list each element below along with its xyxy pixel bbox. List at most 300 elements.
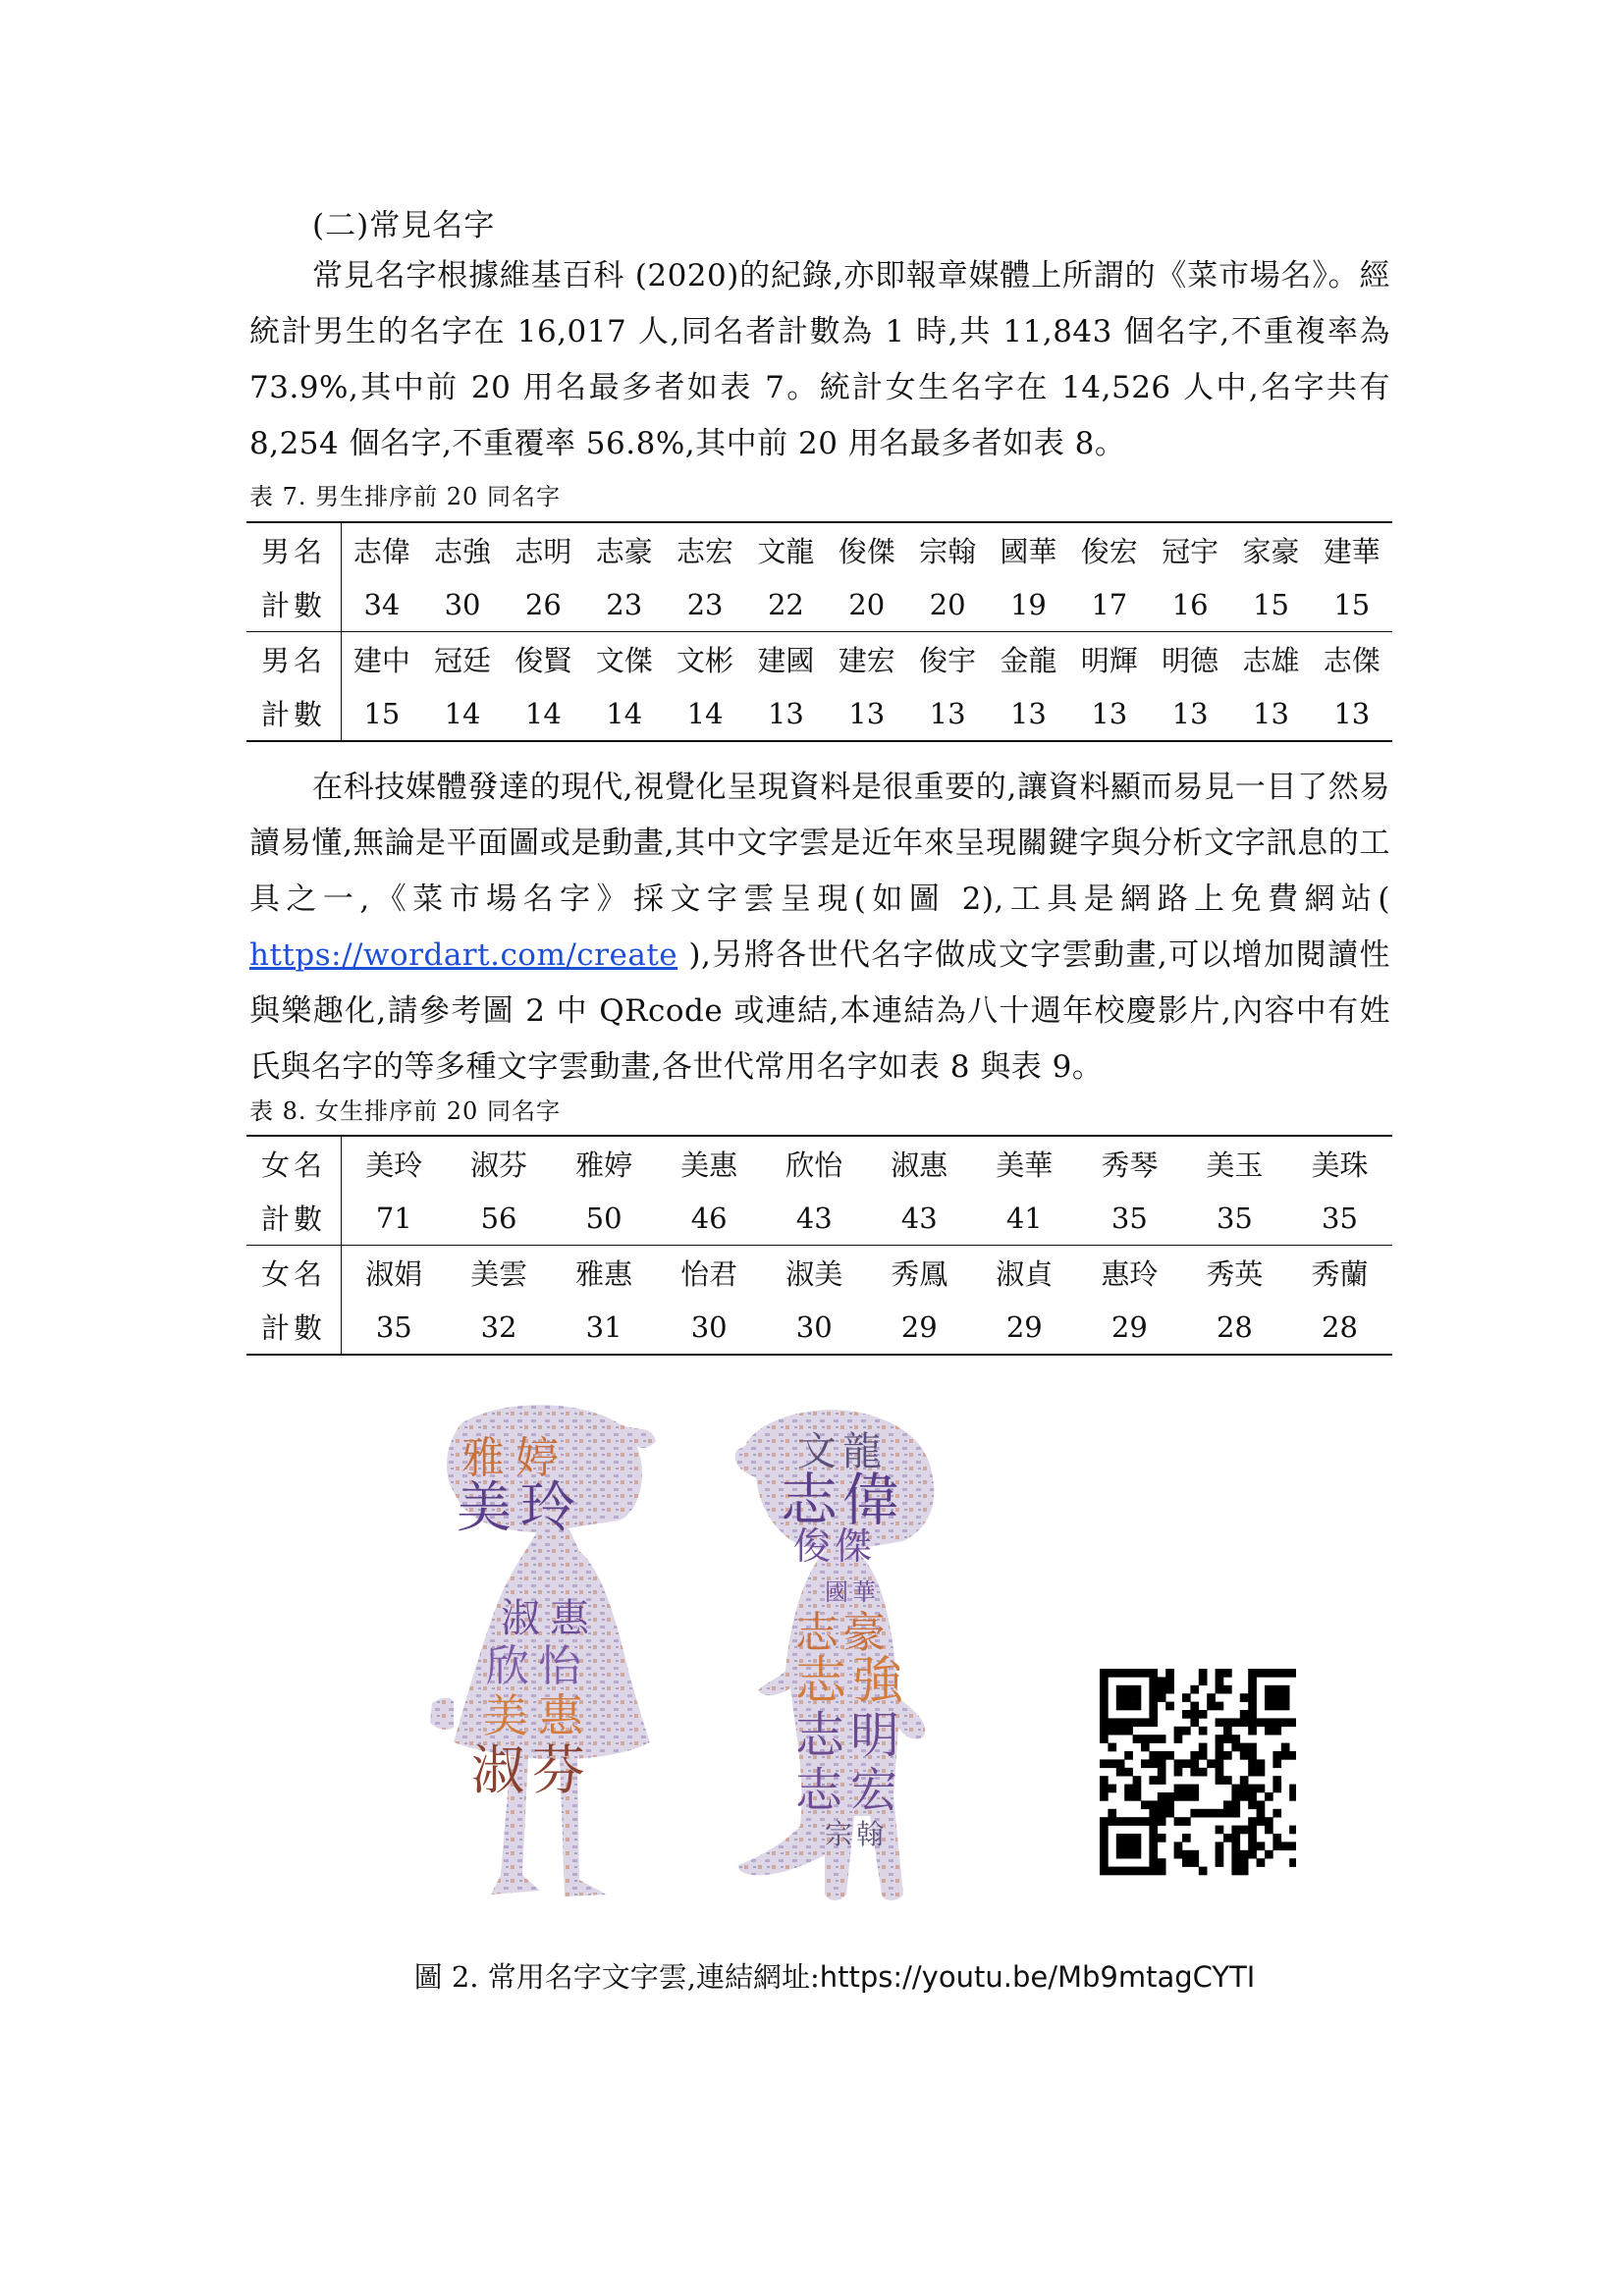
table7-count-cell: 13 xyxy=(1171,696,1209,730)
qr-module xyxy=(1133,1850,1142,1859)
qr-module xyxy=(1158,1685,1166,1694)
table8-count-cell: 28 xyxy=(1322,1309,1358,1344)
qr-module xyxy=(1108,1809,1116,1818)
qr-module xyxy=(1231,1809,1240,1818)
qr-module xyxy=(1116,1685,1125,1694)
table8-row1-names xyxy=(246,1136,1392,1191)
table7-caption: 表 7. 男生排序前 20 同名字 xyxy=(249,483,561,510)
girl-cloud-word: 芬 xyxy=(532,1739,585,1801)
table7-name-cell: 俊賢 xyxy=(503,632,583,687)
qr-module xyxy=(1116,1702,1125,1711)
qr-module xyxy=(1149,1751,1158,1760)
qr-module xyxy=(1216,1776,1224,1785)
table7-name-cell: 建宏 xyxy=(827,632,907,687)
table7-count-cell: 22 xyxy=(767,587,804,621)
qr-module xyxy=(1289,1751,1296,1760)
table7-name-cell: 志宏 xyxy=(677,535,734,568)
girl-cloud-word: 美 xyxy=(483,1689,528,1742)
qr-module xyxy=(1133,1718,1142,1727)
table8-name-cell: 美珠 xyxy=(1311,1148,1369,1182)
qr-module xyxy=(1272,1776,1281,1785)
boy-cloud-word: 華 xyxy=(852,1578,876,1606)
qr-module xyxy=(1281,1702,1290,1711)
qr-module xyxy=(1149,1858,1158,1867)
qr-module xyxy=(1248,1727,1257,1735)
qr-module xyxy=(1182,1693,1191,1702)
qr-module xyxy=(1116,1834,1125,1842)
qr-module xyxy=(1100,1785,1109,1793)
qr-module xyxy=(1165,1751,1174,1760)
qr-module xyxy=(1174,1768,1183,1777)
qr-module xyxy=(1248,1792,1257,1801)
qr-module xyxy=(1216,1735,1224,1743)
qr-module xyxy=(1216,1718,1224,1727)
qr-module xyxy=(1100,1858,1109,1867)
boy-cloud-word: 志 xyxy=(795,1763,843,1818)
qr-module xyxy=(1190,1850,1199,1859)
table7-row2-counts xyxy=(246,686,1392,741)
qr-module xyxy=(1133,1785,1142,1793)
qr-module xyxy=(1182,1792,1191,1801)
qr-module xyxy=(1100,1693,1109,1702)
qr-module xyxy=(1265,1693,1273,1702)
figure2-caption-url[interactable]: https://youtu.be/Mb9mtagCYTI xyxy=(819,1960,1256,1994)
qr-module xyxy=(1158,1677,1166,1685)
qr-module xyxy=(1199,1768,1208,1777)
table8-name-cell: 怡君 xyxy=(657,1246,762,1301)
table7-name-cell: 冠廷 xyxy=(422,632,503,687)
qr-module xyxy=(1124,1693,1133,1702)
table8-name-cell: 美雲 xyxy=(447,1246,552,1301)
qr-module xyxy=(1248,1759,1257,1768)
qr-module xyxy=(1141,1817,1150,1826)
qr-module xyxy=(1182,1850,1191,1859)
qr-module xyxy=(1231,1792,1240,1801)
qr-module xyxy=(1216,1743,1224,1752)
qr-module xyxy=(1133,1702,1142,1711)
table8-name-cell: 雅婷 xyxy=(575,1148,633,1182)
qr-module xyxy=(1182,1785,1191,1793)
qr-module xyxy=(1100,1727,1109,1735)
table7-name-cell: 志強 xyxy=(434,535,492,568)
qr-module xyxy=(1133,1842,1142,1850)
qr-module xyxy=(1223,1669,1232,1678)
figure2-caption xyxy=(393,1955,1276,1996)
qr-module xyxy=(1257,1800,1266,1809)
qr-module xyxy=(1248,1718,1257,1727)
table7-count-cell: 15 xyxy=(1253,587,1289,621)
table7-name-cell: 明輝 xyxy=(1069,632,1150,687)
qr-module xyxy=(1281,1693,1290,1702)
qr-module xyxy=(1231,1800,1240,1809)
table7-count-cell: 13 xyxy=(1091,696,1128,730)
qr-module xyxy=(1141,1669,1150,1678)
qr-module xyxy=(1216,1768,1224,1777)
paragraph-visualization xyxy=(249,760,1390,1095)
qr-module xyxy=(1108,1718,1116,1727)
qr-module xyxy=(1108,1785,1116,1793)
qr-module xyxy=(1190,1809,1199,1818)
table8-name-cell: 淑芬 xyxy=(470,1148,528,1182)
qr-module xyxy=(1240,1710,1249,1719)
qr-module xyxy=(1124,1817,1133,1826)
qr-module xyxy=(1124,1718,1133,1727)
table7-count-cell: 14 xyxy=(606,696,643,730)
wordart-link[interactable]: https://wordart.com/create xyxy=(249,937,678,973)
qr-module xyxy=(1248,1800,1257,1809)
qr-module xyxy=(1100,1677,1109,1685)
qr-module xyxy=(1272,1727,1281,1735)
qr-module xyxy=(1149,1834,1158,1842)
qr-module xyxy=(1240,1785,1249,1793)
qr-module xyxy=(1149,1850,1158,1859)
table7-name-cell: 志明 xyxy=(514,535,572,568)
qr-module xyxy=(1231,1826,1240,1835)
table7-count-cell: 13 xyxy=(1253,696,1289,730)
qr-module xyxy=(1100,1817,1109,1826)
qr-module xyxy=(1108,1743,1116,1752)
qr-module xyxy=(1289,1718,1296,1727)
qr-module xyxy=(1257,1809,1266,1818)
table8-count-cell: 41 xyxy=(1005,1201,1043,1235)
table8-count-cell: 35 xyxy=(1110,1201,1148,1235)
qr-module xyxy=(1108,1669,1116,1678)
qr-module xyxy=(1265,1727,1273,1735)
qr-module xyxy=(1141,1759,1150,1768)
qr-module xyxy=(1100,1759,1109,1768)
qr-module xyxy=(1133,1735,1142,1743)
qr-module xyxy=(1272,1751,1281,1760)
table7-count-cell: 15 xyxy=(1333,587,1371,621)
qr-module xyxy=(1100,1710,1109,1719)
qr-module xyxy=(1124,1669,1133,1678)
qr-module xyxy=(1100,1718,1109,1727)
qr-module xyxy=(1108,1867,1116,1876)
qr-module xyxy=(1257,1759,1266,1768)
qr-module xyxy=(1190,1718,1199,1727)
table7-name-cell: 冠宇 xyxy=(1162,535,1219,568)
qr-module xyxy=(1158,1858,1166,1867)
qr-module xyxy=(1223,1685,1232,1694)
table7-name-cell: 明德 xyxy=(1150,632,1230,687)
qr-module xyxy=(1174,1727,1183,1735)
table8-name-label: 女名 xyxy=(246,1136,342,1191)
qr-module xyxy=(1257,1718,1266,1727)
qr-module xyxy=(1231,1834,1240,1842)
qr-module xyxy=(1223,1776,1232,1785)
table7-count-cell: 13 xyxy=(1009,696,1047,730)
table7-name-cell: 建中 xyxy=(342,632,422,687)
qr-module xyxy=(1216,1858,1224,1867)
word-cloud-figure xyxy=(393,1404,1296,1934)
table7-row1-names xyxy=(246,522,1392,577)
qr-module xyxy=(1281,1842,1290,1850)
qr-module xyxy=(1149,1809,1158,1818)
table8-count-cell: 71 xyxy=(375,1201,412,1235)
qr-module xyxy=(1165,1702,1174,1711)
table7-name-cell: 文傑 xyxy=(584,632,665,687)
table8-row1-counts xyxy=(246,1191,1392,1246)
qr-module xyxy=(1124,1685,1133,1694)
table8-count-cell: 35 xyxy=(1322,1201,1358,1235)
qr-module xyxy=(1248,1817,1257,1826)
qr-module xyxy=(1248,1834,1257,1842)
table7-count-cell: 20 xyxy=(848,587,886,621)
qr-module xyxy=(1141,1735,1150,1743)
qr-module xyxy=(1289,1785,1296,1793)
qr-module xyxy=(1216,1677,1224,1685)
qr-module xyxy=(1124,1768,1133,1777)
qr-module xyxy=(1289,1669,1296,1678)
qr-module xyxy=(1124,1842,1133,1850)
qr-module xyxy=(1216,1809,1224,1818)
qr-module xyxy=(1281,1743,1290,1752)
qr-module xyxy=(1223,1718,1232,1727)
qr-module xyxy=(1199,1727,1208,1735)
table7-name-cell: 宗翰 xyxy=(919,535,977,568)
qr-module xyxy=(1158,1693,1166,1702)
qr-module xyxy=(1199,1669,1208,1678)
qr-module xyxy=(1240,1693,1249,1702)
table8-name-cell: 美惠 xyxy=(680,1148,738,1182)
qr-module xyxy=(1116,1842,1125,1850)
table8-row2-counts xyxy=(246,1300,1392,1355)
table8-count-cell: 43 xyxy=(900,1201,938,1235)
qr-module xyxy=(1182,1858,1191,1867)
qr-module xyxy=(1158,1817,1166,1826)
qr-module xyxy=(1272,1809,1281,1818)
qr-module xyxy=(1124,1867,1133,1876)
qr-module xyxy=(1165,1800,1174,1809)
boy-silhouette xyxy=(735,1410,935,1900)
girl-cloud-word: 淑 xyxy=(471,1739,524,1801)
qr-module xyxy=(1174,1850,1183,1859)
qr-module xyxy=(1124,1751,1133,1760)
qr-module xyxy=(1248,1685,1257,1694)
qr-module xyxy=(1149,1759,1158,1768)
qr-module xyxy=(1199,1710,1208,1719)
girl-cloud-word: 惠 xyxy=(550,1596,589,1641)
qr-module xyxy=(1199,1677,1208,1685)
qr-module xyxy=(1133,1867,1142,1876)
qr-module xyxy=(1149,1800,1158,1809)
qr-module xyxy=(1272,1669,1281,1678)
qr-module xyxy=(1158,1759,1166,1768)
qr-module xyxy=(1272,1785,1281,1793)
qr-module xyxy=(1133,1834,1142,1842)
qr-module xyxy=(1240,1858,1249,1867)
qr-module xyxy=(1240,1792,1249,1801)
table7-count-cell: 34 xyxy=(363,587,401,621)
table7-count-cell: 20 xyxy=(929,587,966,621)
table8-name-cell: 惠玲 xyxy=(1077,1246,1182,1301)
table8-name-cell: 美玉 xyxy=(1206,1148,1264,1182)
qr-module xyxy=(1216,1850,1224,1859)
boy-cloud-word: 志 xyxy=(795,1652,847,1711)
qr-module xyxy=(1149,1693,1158,1702)
table7-name-label: 男名 xyxy=(246,522,342,577)
boy-cloud-word: 宗 xyxy=(825,1818,853,1850)
qr-module xyxy=(1108,1727,1116,1735)
qr-module xyxy=(1231,1718,1240,1727)
qr-module xyxy=(1149,1776,1158,1785)
qr-module xyxy=(1158,1735,1166,1743)
qr-module xyxy=(1207,1809,1216,1818)
qr-module xyxy=(1158,1792,1166,1801)
qr-module xyxy=(1216,1685,1224,1694)
qr-module xyxy=(1100,1834,1109,1842)
table8-name-label: 女名 xyxy=(246,1246,342,1301)
qr-module xyxy=(1165,1677,1174,1685)
qr-module xyxy=(1116,1693,1125,1702)
qr-module xyxy=(1174,1792,1183,1801)
qr-module xyxy=(1257,1817,1266,1826)
qr-module xyxy=(1100,1702,1109,1711)
qr-module xyxy=(1289,1792,1296,1801)
qr-module xyxy=(1223,1800,1232,1809)
qr-module xyxy=(1231,1858,1240,1867)
qr-module xyxy=(1149,1826,1158,1835)
qr-module xyxy=(1149,1702,1158,1711)
table8-count-cell: 30 xyxy=(690,1309,728,1344)
qr-module xyxy=(1158,1834,1166,1842)
table7-name-cell: 志偉 xyxy=(352,535,410,568)
table8-count-cell: 56 xyxy=(480,1201,517,1235)
boy-cloud-word: 志 xyxy=(781,1467,839,1533)
qr-module xyxy=(1190,1768,1199,1777)
qr-module xyxy=(1223,1834,1232,1842)
qr-module xyxy=(1108,1817,1116,1826)
paragraph1-text: 常見名字根據維基百科 (2020)的紀錄,亦即報章媒體上所謂的《菜市場名》。經統計男生的名字在 16,017 人,同名者計數為 1 時,共 11,843 個名字,不重複率為 73.9%,其中前 20 用名最多者如表 7。統計女生名字在 14,526 人中,名字共有 8,254 個名字,不重覆率 56.8%,其中前 20 用名最多者如表 8。 xyxy=(249,258,1390,461)
qr-module xyxy=(1124,1850,1133,1859)
qr-module xyxy=(1199,1751,1208,1760)
qr-module xyxy=(1149,1669,1158,1678)
table8-female-names xyxy=(246,1135,1392,1356)
qr-module xyxy=(1265,1669,1273,1678)
table8-count-cell: 35 xyxy=(375,1309,412,1344)
qr-module xyxy=(1100,1792,1109,1801)
table8-row2-names xyxy=(246,1246,1392,1301)
qr-module xyxy=(1133,1685,1142,1694)
qr-module xyxy=(1149,1710,1158,1719)
boy-cloud-word: 翰 xyxy=(856,1818,885,1850)
qr-module xyxy=(1100,1850,1109,1859)
qr-module xyxy=(1223,1809,1232,1818)
table7-count-cell: 19 xyxy=(1009,587,1047,621)
qr-module xyxy=(1124,1834,1133,1842)
qr-module xyxy=(1289,1842,1296,1850)
table7-name-label: 男名 xyxy=(246,632,342,687)
qr-module xyxy=(1165,1809,1174,1818)
qr-module xyxy=(1133,1817,1142,1826)
table8-name-cell: 秀琴 xyxy=(1101,1148,1159,1182)
table8-count-cell: 31 xyxy=(585,1309,623,1344)
qr-module xyxy=(1223,1735,1232,1743)
qr-module xyxy=(1240,1751,1249,1760)
qr-module xyxy=(1272,1693,1281,1702)
qr-module xyxy=(1133,1693,1142,1702)
qr-module xyxy=(1248,1826,1257,1835)
qr-module xyxy=(1190,1785,1199,1793)
table8-name-cell: 淑美 xyxy=(762,1246,867,1301)
qr-module xyxy=(1248,1693,1257,1702)
qr-module xyxy=(1257,1669,1266,1678)
table8-name-cell: 欣怡 xyxy=(785,1148,843,1182)
table8-caption: 表 8. 女生排序前 20 同名字 xyxy=(249,1097,561,1125)
girl-silhouette xyxy=(430,1405,656,1896)
qr-module xyxy=(1231,1735,1240,1743)
table7-name-cell: 家豪 xyxy=(1242,535,1300,568)
qr-module xyxy=(1240,1776,1249,1785)
qr-module xyxy=(1240,1718,1249,1727)
qr-module xyxy=(1149,1677,1158,1685)
qr-module xyxy=(1199,1743,1208,1752)
qr-module xyxy=(1158,1809,1166,1818)
qr-module xyxy=(1231,1743,1240,1752)
qr-module xyxy=(1248,1669,1257,1678)
qr-module xyxy=(1158,1776,1166,1785)
table7-count-cell: 13 xyxy=(1333,696,1371,730)
girl-cloud-word: 惠 xyxy=(538,1689,583,1742)
qr-module xyxy=(1248,1702,1257,1711)
qr-module xyxy=(1190,1792,1199,1801)
table7-count-cell: 14 xyxy=(444,696,481,730)
table8-count-cell: 29 xyxy=(1110,1309,1148,1344)
qr-module xyxy=(1165,1685,1174,1694)
qr-module xyxy=(1265,1850,1273,1859)
table8-count-cell: 50 xyxy=(585,1201,623,1235)
girl-cloud-word: 怡 xyxy=(538,1641,581,1691)
girl-cloud-word: 美 xyxy=(457,1476,512,1540)
table7-count-cell: 30 xyxy=(444,587,481,621)
girl-cloud-word: 婷 xyxy=(515,1433,559,1483)
boy-cloud-word: 俊 xyxy=(793,1524,832,1568)
qr-module xyxy=(1257,1768,1266,1777)
qr-module xyxy=(1190,1858,1199,1867)
qr-module xyxy=(1272,1842,1281,1850)
qr-module xyxy=(1149,1842,1158,1850)
table7-name-cell: 文龍 xyxy=(757,535,815,568)
boy-cloud-word: 志 xyxy=(795,1608,839,1658)
table7-name-cell: 俊宇 xyxy=(907,632,988,687)
qr-module xyxy=(1199,1867,1208,1876)
table7-name-cell: 俊宏 xyxy=(1080,535,1138,568)
table7-count-cell: 26 xyxy=(524,587,562,621)
boy-cloud-word: 文 xyxy=(797,1429,837,1474)
qr-module xyxy=(1257,1842,1266,1850)
qr-module xyxy=(1207,1759,1216,1768)
qr-module xyxy=(1116,1817,1125,1826)
qr-module xyxy=(1174,1759,1183,1768)
figure2-caption-prefix: 圖 2. 常用名字文字雲,連結網址: xyxy=(413,1960,820,1994)
qr-module xyxy=(1289,1858,1296,1867)
qr-module xyxy=(1116,1867,1125,1876)
qr-module xyxy=(1265,1685,1273,1694)
qr-module xyxy=(1190,1702,1199,1711)
qr-module xyxy=(1124,1792,1133,1801)
qr-module xyxy=(1141,1718,1150,1727)
qr-module xyxy=(1124,1785,1133,1793)
qr-module xyxy=(1248,1768,1257,1777)
qr-code[interactable] xyxy=(1096,1665,1296,1879)
qr-module xyxy=(1272,1718,1281,1727)
qr-module xyxy=(1100,1826,1109,1835)
table7-count-cell: 17 xyxy=(1091,587,1128,621)
qr-module xyxy=(1248,1710,1257,1719)
qr-module xyxy=(1240,1867,1249,1876)
table7-row1-counts xyxy=(246,577,1392,632)
qr-module xyxy=(1216,1702,1224,1711)
